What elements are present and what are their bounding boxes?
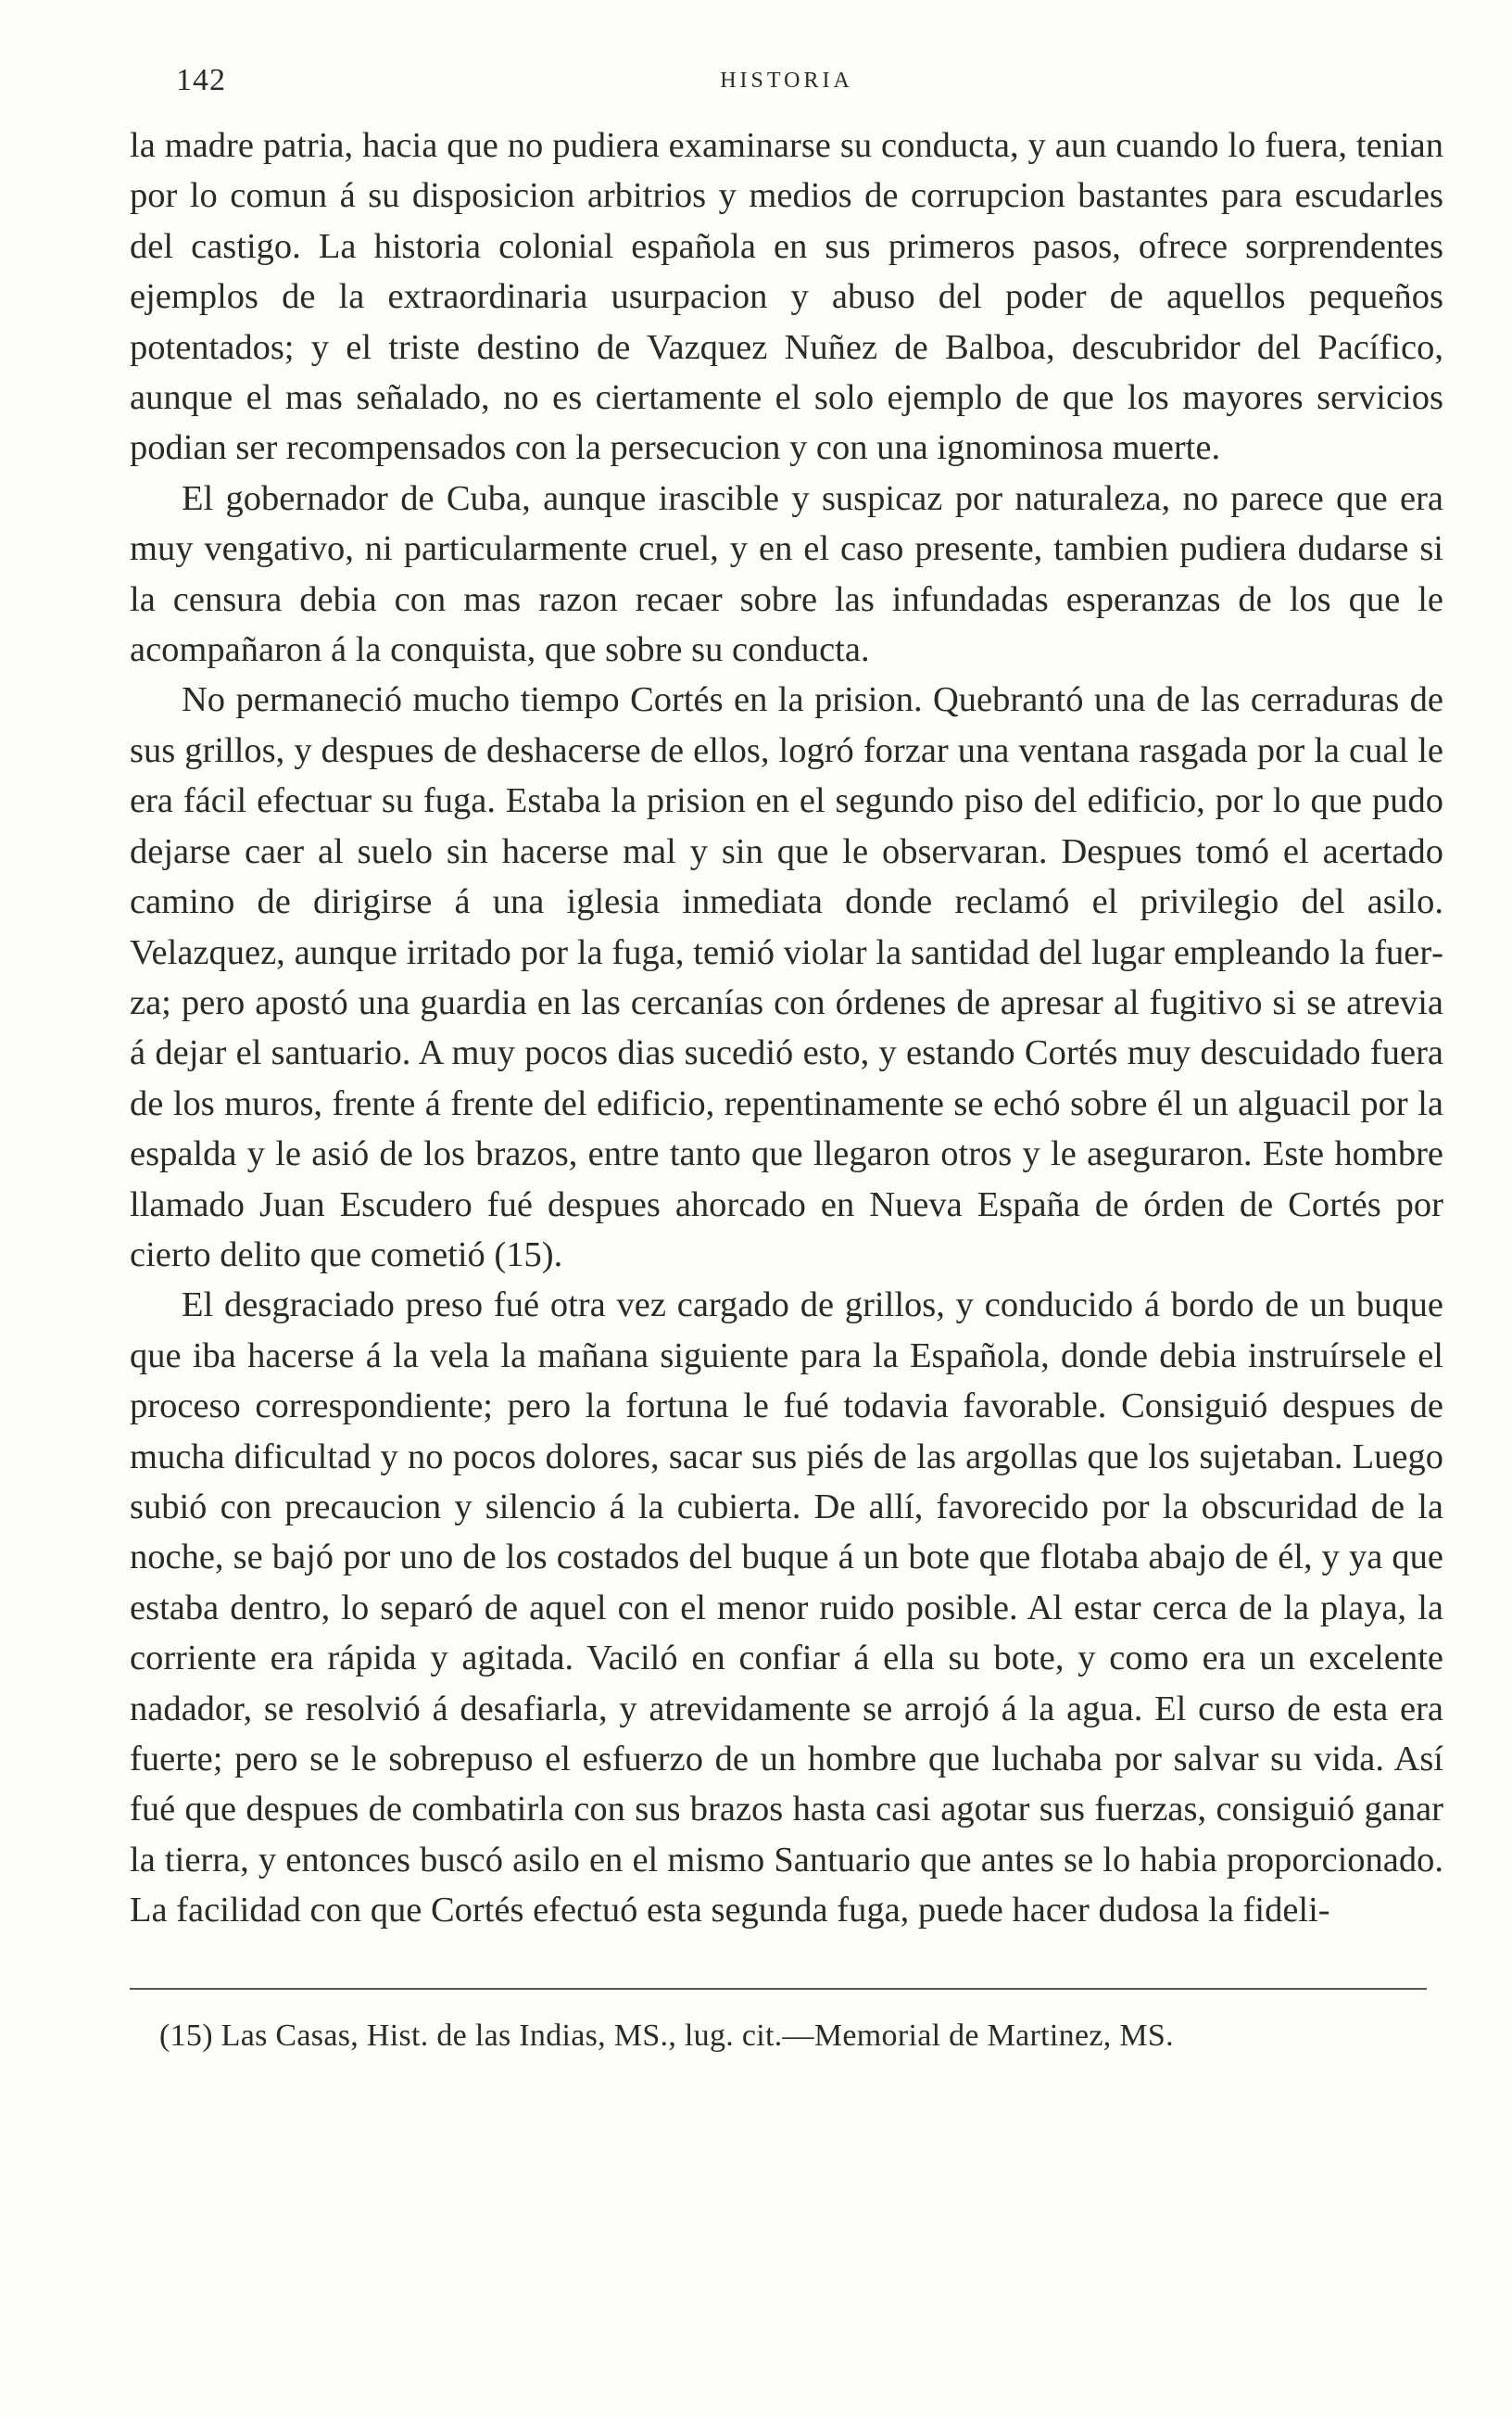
page-number: 142 xyxy=(176,63,226,97)
book-page xyxy=(130,54,1443,2056)
paragraph-4: El desgraciado preso fué otra vez cargado de grillos, y conducido á bordo de un buque que iba hacerse á la vela la mañana siguiente para la Española, donde debia instruírsele el proceso correspondiente; pero la fortuna le fué todavia favorable. Consiguió despues de mucha dificultad y no pocos dolores, sacar sus piés de las argollas que los sujetaban. Luego subió con precaucion y silencio á la cubierta. De allí, favorecido por la obscuridad de la noche, se bajó por uno de los costados del buque á un bote que flotaba abajo de él, y ya que estaba dentro, lo separó de aquel con el menor ruido posible. Al estar cerca de la playa, la corriente era rápida y agitada. Vaciló en confiar á ella su bote, y como era un excelente nadador, se resolvió á desafiarla, y atrevidamente se arrojó á la agua. El curso de esta era fuerte; pero se le sobrepuso el esfuerzo de un hombre que luchaba por salvar su vida. Así fué que despues de combatirla con sus brazos hasta casi agotar sus fuerzas, consiguió ganar la tierra, y entonces buscó asilo en el mismo Santuario que antes se lo habia proporcionado. La facilidad con que Cortés efectuó esta segunda fuga, puede hacer dudosa la fideli- xyxy=(130,1285,1443,1930)
footnote-divider xyxy=(130,1988,1427,1990)
running-head xyxy=(130,54,1443,100)
paragraph-1: la madre patria, hacia que no pudiera examinarse su conducta, y aun cuando lo fuera, tenian por lo comun á su disposicion arbitrios y medios de corrupcion bastantes para escudarles del castigo. La historia colonial española en sus primeros pasos, ofrece sorprendentes ejemplos de la extraordinaria usurpacion y abuso del poder de aquellos pequeños potentados; y el triste destino de Vazquez Nuñez de Balboa, descubridor del Pacífico, aunque el mas señalado, no es ciertamente el solo ejemplo de que los mayores servicios podian ser recompensados con la persecucion y con una ignominosa muerte. xyxy=(130,126,1443,468)
running-title: HISTORIA xyxy=(720,69,853,93)
footnote: (15) Las Casas, Hist. de las Indias, MS., lug. cit.—Memorial de Martinez, MS. xyxy=(159,2018,1174,2053)
paragraph-3: No permaneció mucho tiempo Cortés en la prision. Quebrantó una de las cerraduras de sus grillos, y despues de deshacerse de ellos, logró forzar una ventana rasgada por la cual le era fácil efectuar su fuga. Estaba la prision en el segundo piso del edificio, por lo que pudo dejarse caer al suelo sin hacerse mal y sin que le observaran. Despues tomó el acertado camino de dirigirse á una iglesia inmediata donde reclamó el privilegio del asilo. Velazquez, aunque irritado por la fuga, temió violar la santidad del lugar empleando la fuerza; pero apostó una guardia en las cercanías con órdenes de apresar al fugitivo si se atrevia á dejar el santuario. A muy pocos dias sucedió esto, y estando Cortés muy descuidado fuera de los muros, frente á frente del edificio, repentinamente se echó sobre él un alguacil por la espalda y le asió de los brazos, entre tanto que llegaron otros y le aseguraron. Este hombre llamado Juan Escudero fué despues ahorcado en Nueva España de órden de Cortés por cierto delito que cometió (15). xyxy=(130,680,1443,1274)
body-text xyxy=(130,120,1443,1936)
paragraph-2: El gobernador de Cuba, aunque irascible y suspicaz por naturaleza, no parece que era muy vengativo, ni particularmente cruel, y en el caso presente, tambien pudiera dudarse si la censura debia con mas razon recaer sobre las infundadas esperanzas de los que le acompañaron á la conquista, que sobre su conducta. xyxy=(130,478,1443,670)
